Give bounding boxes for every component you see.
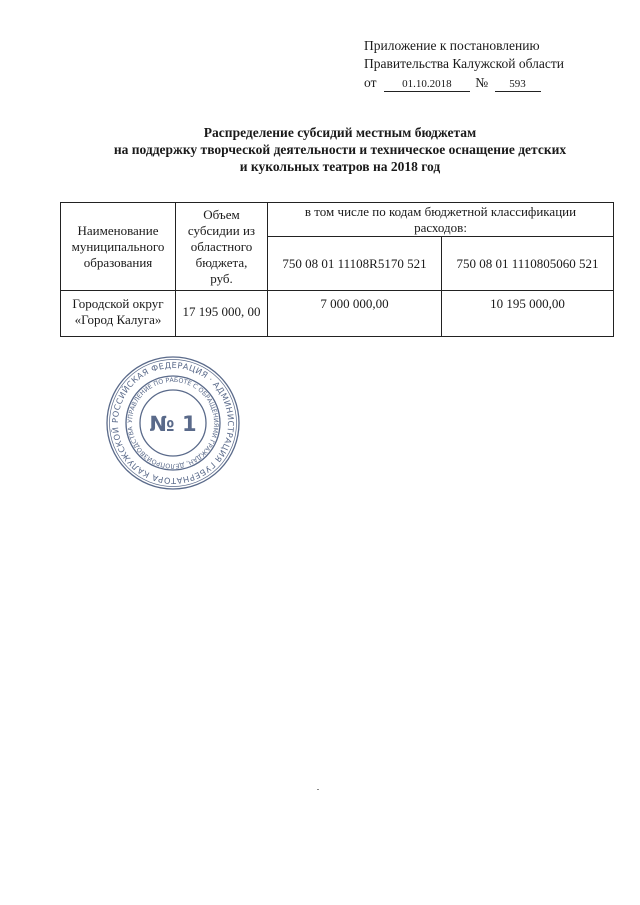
row-volume-cell: 17 195 000, 00	[176, 291, 268, 337]
title-line-3: и кукольных театров на 2018 год	[239, 159, 441, 174]
annex-line-1: Приложение к постановлению	[364, 38, 540, 53]
scan-speck	[317, 789, 319, 790]
annex-number: 593	[495, 78, 541, 92]
document-title	[60, 124, 620, 175]
annex-header	[364, 37, 564, 92]
seal-icon	[104, 354, 242, 492]
seal-outer-text: РОССИЙСКАЯ ФЕДЕРАЦИЯ · АДМИНИСТРАЦИЯ ГУБЕРНАТОРА КАЛУЖСКОЙ	[109, 359, 237, 487]
title-line-1: Распределение субсидий местным бюджетам	[203, 125, 477, 140]
seal-inner-text: УПРАВЛЕНИЕ ПО РАБОТЕ С ОБРАЩЕНИЯМИ ГРАЖДАН, ДЕЛОПРОИЗВОДСТВА	[126, 376, 220, 470]
subsidy-table	[60, 202, 614, 337]
annex-line-2: Правительства Калужской области	[364, 56, 565, 71]
row-name-cell: Городской округ «Город Калуга»	[61, 291, 176, 337]
row-value-1: 7 000 000,00	[268, 291, 442, 337]
header-volume-cell: Объем субсидии из областного бюджета, руб.	[176, 203, 268, 291]
header-code-1: 750 08 01 11108R5170 521	[268, 237, 442, 291]
header-name-cell: Наименование муниципального образования	[61, 203, 176, 291]
annex-from-label: от	[364, 75, 377, 90]
seal-number: № 1	[149, 412, 197, 436]
official-seal	[104, 354, 242, 497]
header-code-2: 750 08 01 1110805060 521	[442, 237, 614, 291]
title-line-2: на поддержку творческой деятельности и техническое оснащение детских	[113, 142, 567, 157]
row-value-2: 10 195 000,00	[442, 291, 614, 337]
annex-number-label: №	[475, 75, 489, 90]
annex-date: 01.10.2018	[384, 78, 470, 92]
table-row	[61, 291, 614, 337]
header-group-cell: в том числе по кодам бюджетной классификации расходов:	[268, 203, 614, 237]
annex-date-line	[364, 74, 564, 92]
